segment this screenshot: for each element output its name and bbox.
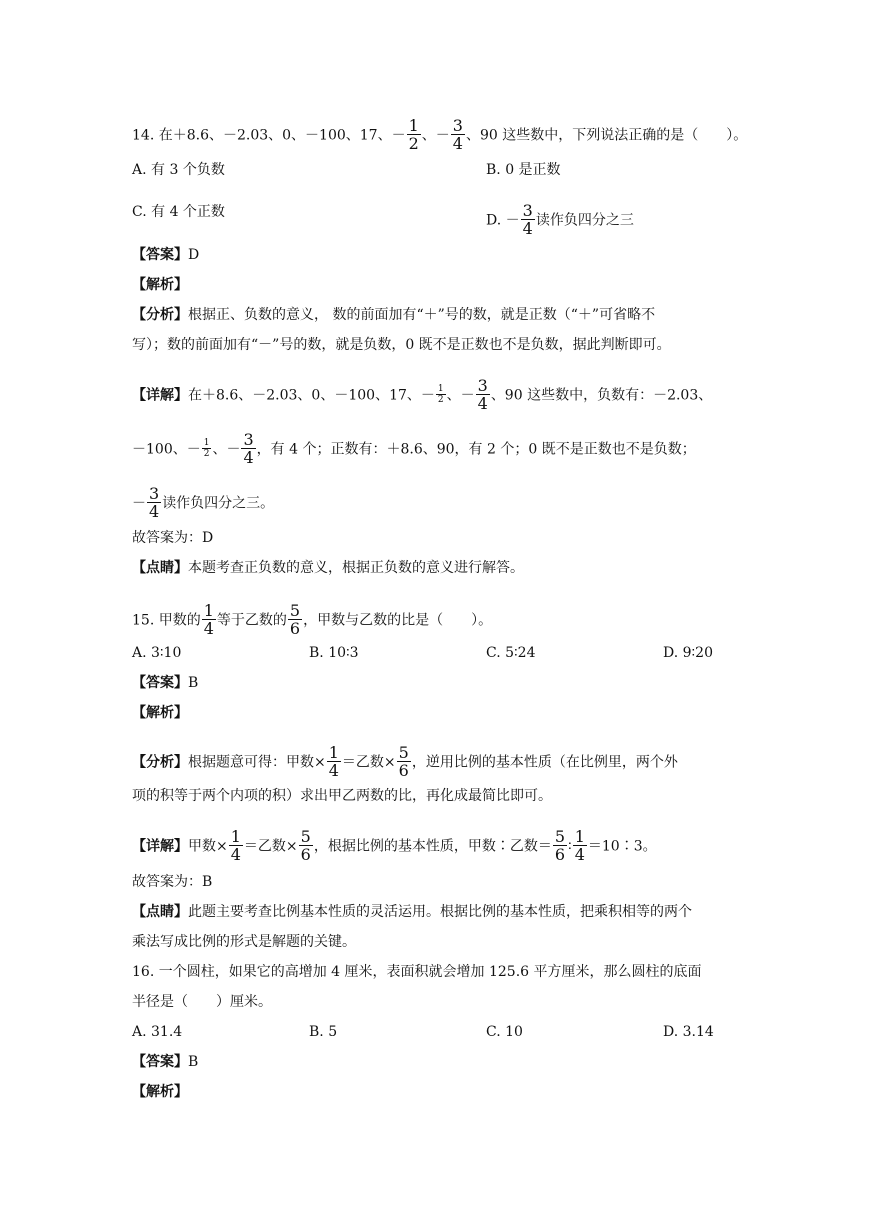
q16-option-b: B. 5 — [309, 1024, 338, 1040]
q14-stem: 14. 在＋8.6、－2.03、0、－100、17、－ $\frac{1}{2}$ 、－ $\frac{3}{4}$ 、90 这些数中，下列说法正确的是（ ）。 — [132, 116, 748, 153]
q14-xiangjie-line1: 【详解】在＋8.6、－2.03、0、－100、17、－ $\frac{1}{2}$ 、－ $\frac{3}{4}$ 、90 这些数中，负数有：－2.03、 — [132, 376, 713, 413]
fraction: $\frac{5}{6}$ — [398, 743, 409, 780]
q14-option-d: D. － $\frac{3}{4}$ 读作负四分之三 — [486, 201, 634, 238]
q16-option-c: C. 10 — [486, 1024, 523, 1040]
q14-analysis-heading: 【解析】 — [132, 277, 188, 293]
fraction: $\frac{1}{4}$ — [574, 827, 585, 864]
fraction: $\frac{3}{4}$ — [452, 116, 463, 153]
q15-option-a: A. 3∶10 — [132, 645, 182, 661]
fraction: $\frac{1}{2}$ — [408, 116, 419, 153]
q14-fenxi-line1: 【分析】根据正、负数的意义， 数的前面加有“＋”号的数，就是正数（“＋”可省略不 — [132, 307, 656, 323]
fraction: $\frac{1}{4}$ — [203, 601, 214, 638]
fraction: $\frac{3}{4}$ — [243, 430, 254, 467]
q15-conclusion: 故答案为：B — [132, 874, 213, 890]
q16-option-d: D. 3.14 — [663, 1024, 714, 1040]
q15-option-b: B. 10∶3 — [309, 645, 359, 661]
q15-dianjing-line2: 乘法写成比例的形式是解题的关键。 — [132, 934, 356, 950]
q16-option-a: A. 31.4 — [132, 1024, 183, 1040]
q15-fenxi-line2: 项的积等于两个内项的积）求出甲乙两数的比，再化成最简比即可。 — [132, 788, 552, 804]
fraction: $\frac{5}{6}$ — [289, 601, 301, 638]
q14-fenxi-line2: 写）；数的前面加有“－”号的数，就是负数，0 既不是正数也不是负数，据此判断即可。 — [132, 337, 671, 353]
fraction: $\frac{1}{4}$ — [230, 827, 241, 864]
q15-xiangjie: 【详解】甲数× $\frac{1}{4}$ ＝乙数× $\frac{5}{6}$ ，根据比例的基本性质，甲数∶乙数＝ $\frac{5}{6}$ ∶ $\frac{1}{4}$ ＝10∶3。 — [132, 827, 657, 864]
q16-analysis-heading: 【解析】 — [132, 1084, 188, 1100]
q14-xiangjie-line2: －100、－ $\frac{1}{2}$ 、－ $\frac{3}{4}$ ，有 4 个；正数有：＋8.6、90，有 2 个；0 既不是正数也不是负数； — [132, 430, 696, 467]
fraction: $\frac{1}{2}$ — [437, 384, 444, 405]
q14-answer: 【答案】D — [132, 247, 200, 263]
q15-answer: 【答案】B — [132, 675, 199, 691]
fraction: $\frac{3}{4}$ — [477, 376, 488, 413]
q14-conclusion: 故答案为：D — [132, 530, 214, 546]
fraction: $\frac{1}{4}$ — [328, 743, 339, 780]
q14-option-c: C. 有 4 个正数 — [132, 204, 225, 220]
q14-xiangjie-line3: － $\frac{3}{4}$ 读作负四分之三。 — [132, 484, 275, 521]
q14-dianjing: 【点睛】本题考查正负数的意义，根据正负数的意义进行解答。 — [132, 560, 524, 576]
fraction: $\frac{1}{2}$ — [203, 438, 210, 459]
q16-stem-line1: 16. 一个圆柱，如果它的高增加 4 厘米，表面积就会增加 125.6 平方厘米，那么圆柱的底面 — [132, 964, 702, 980]
q15-stem: 15. 甲数的 $\frac{1}{4}$ 等于乙数的 $\frac{5}{6}$ ，甲数与乙数的比是（ ）。 — [132, 601, 493, 638]
q15-dianjing-line1: 【点睛】此题主要考查比例基本性质的灵活运用。根据比例的基本性质，把乘积相等的两个 — [132, 904, 692, 920]
q15-fenxi-line1: 【分析】根据题意可得：甲数× $\frac{1}{4}$ ＝乙数× $\frac{5}{6}$ ，逆用比例的基本性质（在比例里，两个外 — [132, 743, 678, 780]
fraction: $\frac{5}{6}$ — [300, 827, 311, 864]
fraction: $\frac{5}{6}$ — [554, 827, 566, 864]
q14-option-b: B. 0 是正数 — [486, 162, 561, 178]
fraction: $\frac{3}{4}$ — [522, 201, 533, 238]
q14-option-a: A. 有 3 个负数 — [132, 162, 225, 178]
q15-option-d: D. 9∶20 — [663, 645, 713, 661]
q15-option-c: C. 5∶24 — [486, 645, 536, 661]
fraction: $\frac{3}{4}$ — [149, 484, 160, 521]
q15-analysis-heading: 【解析】 — [132, 705, 188, 721]
q16-answer: 【答案】B — [132, 1054, 199, 1070]
q16-stem-line2: 半径是（ ）厘米。 — [132, 994, 272, 1010]
